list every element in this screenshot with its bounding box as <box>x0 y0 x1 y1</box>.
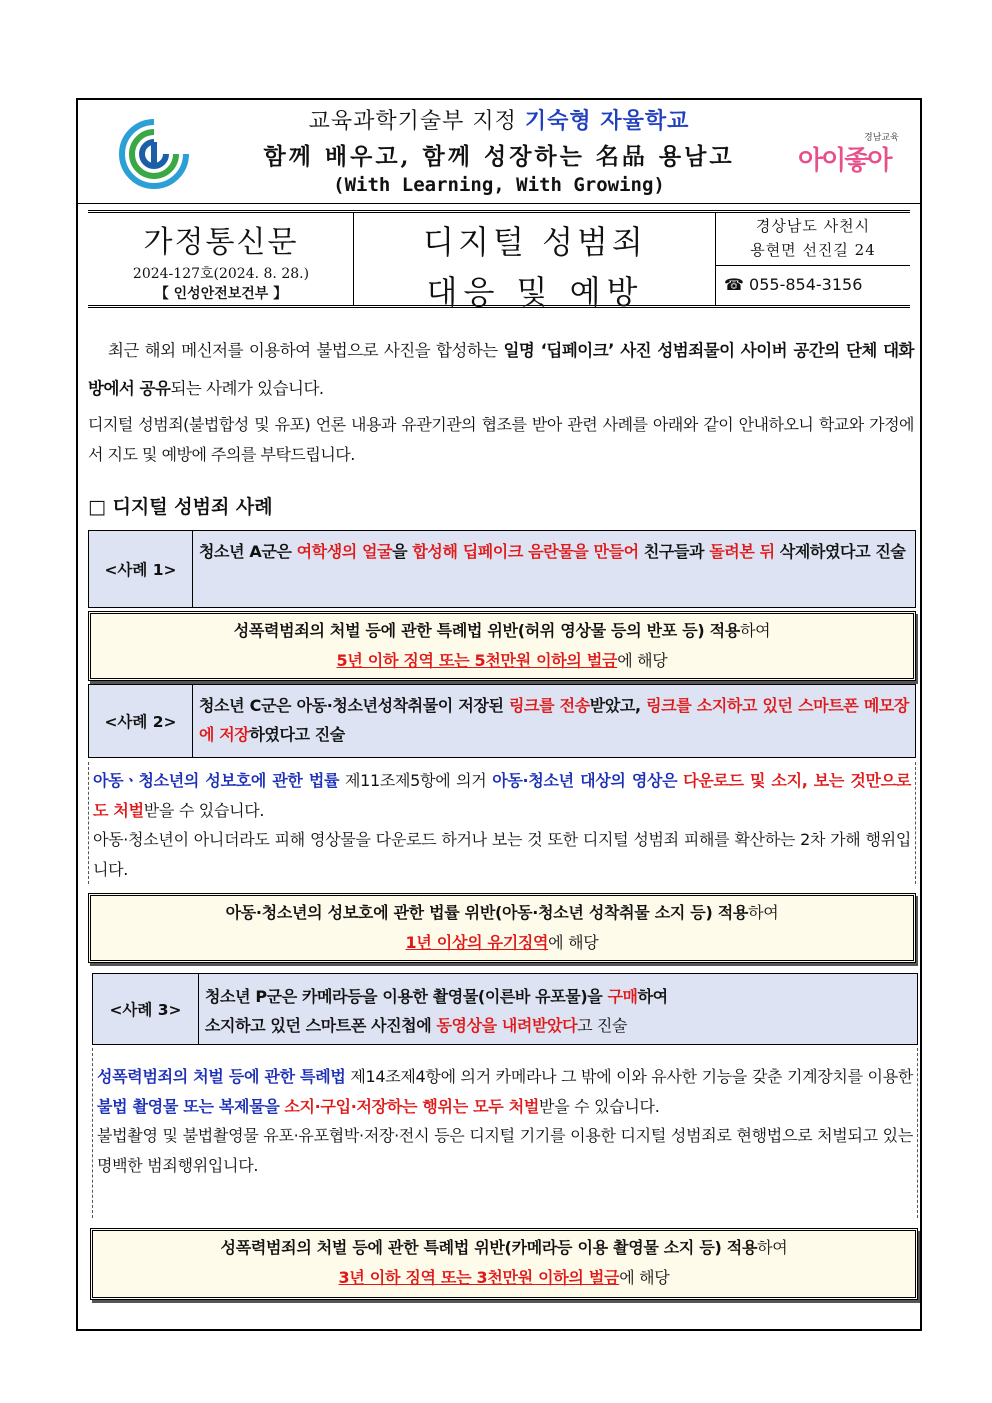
title-line-1: 디지털 성범죄 <box>423 223 647 261</box>
text-red: 구매 <box>607 987 638 1006</box>
text: 아동·청소년이 아니더라도 피해 영상물을 다운로드 하거나 보는 것 또한 디지털 성범죄 피해를 확산하는 2차 가해 행위입니다. <box>93 830 911 879</box>
case-description <box>193 685 915 757</box>
law-line-1 <box>91 616 913 646</box>
school-header <box>78 100 920 204</box>
text-red: 돌려본 뒤 <box>709 542 775 561</box>
intro-paragraph-2: 디지털 성범죄(불법합성 및 유포) 언론 내용과 유관기관의 협조를 받아 관련 사례를 아래와 같이 안내하오니 학교와 가정에서 지도 및 예방에 주의를 부탁드립니다. <box>88 415 914 464</box>
text: 청소년 A군은 <box>199 542 297 561</box>
law-line-2 <box>91 646 913 676</box>
school-slogan: 함께 배우고, 함께 성장하는 名品 용남고 <box>263 143 735 170</box>
penalty: 1년 이상의 유기징역 <box>405 933 549 952</box>
case-description <box>193 531 915 607</box>
text: 하였다고 진술 <box>249 725 345 744</box>
newsletter-title <box>354 213 716 311</box>
text: 하여 <box>637 987 668 1006</box>
case-1 <box>88 530 916 608</box>
school-slogan-english: (With Learning, With Growing) <box>333 174 665 196</box>
text: 에 해당 <box>617 651 668 670</box>
text-red: 링크를 전송 <box>509 696 590 715</box>
text-red: 여학생의 얼굴 <box>296 542 393 561</box>
title-line-2: 대응 및 예방 <box>426 273 644 311</box>
law-name: 성폭력범죄의 처벌 등에 관한 특례법 위반(허위 영상물 등의 반포 등) 적용 <box>233 621 740 640</box>
text: 청소년 P군은 카메라등을 이용한 촬영물(이른바 유포물)을 <box>205 987 608 1006</box>
law-name: 아동ㆍ청소년의 성보호에 관한 법률 <box>93 771 340 790</box>
text: 소지하고 있던 스마트폰 사진첩에 <box>205 1016 437 1035</box>
intro-paragraph-1 <box>88 332 914 408</box>
gyeongnam-education-logo <box>790 128 900 182</box>
law-name: 성폭력범죄의 처벌 등에 관한 특례법 위반(카메라등 이용 촬영물 소지 등) 적용 <box>220 1238 758 1257</box>
text: 에 해당 <box>548 933 599 952</box>
logo-big-text: 아이좋아 <box>798 146 891 176</box>
case-2-explanation <box>88 762 916 884</box>
law-name: 아동·청소년의 성보호에 관한 법률 위반(아동·청소년 성착취물 소지 등) 적용 <box>225 903 749 922</box>
law-line-2 <box>91 928 913 958</box>
text: 청소년 C군은 아동·청소년성착취물이 저장된 <box>199 696 509 715</box>
text: 받을 수 있습니다. <box>143 800 265 820</box>
text: 받았고, <box>589 696 647 715</box>
newsletter-label: 가정통신문 <box>143 225 299 260</box>
law-line-1 <box>93 1233 915 1263</box>
text: 하여 <box>748 903 779 922</box>
text-red: 동영상을 내려받았다 <box>436 1016 578 1035</box>
logo-small-text: 경남교육 <box>864 133 899 143</box>
case-2 <box>88 684 916 758</box>
text: 고 진술 <box>577 1016 628 1035</box>
text: 불법촬영 및 불법촬영물 유포·유포협박·저장·전시 등은 디지털 기기를 이용한 디지털 성범죄로 현행법으로 처벌되고 있는 명백한 범죄행위입니다. <box>97 1126 913 1175</box>
penalty: 5년 이하 징역 또는 5천만원 이하의 벌금 <box>336 651 618 670</box>
text-red: 합성해 딥페이크 음란물을 만들어 <box>412 542 639 561</box>
law-line-1 <box>91 898 913 928</box>
newsletter-page <box>76 98 922 1331</box>
case-3-explanation <box>92 1048 918 1218</box>
law-penalty-box-1 <box>88 611 916 681</box>
address-line-2: 용현면 선진길 24 <box>750 241 876 259</box>
text: 하여 <box>739 621 771 640</box>
contact-info <box>716 213 910 305</box>
text: 친구들과 <box>638 542 710 561</box>
designation-text: 교육과학기술부 지정 <box>308 109 517 134</box>
phone-number <box>724 275 862 294</box>
contact-divider <box>716 265 910 266</box>
law-line-2 <box>93 1263 915 1293</box>
phone-icon: ☎ <box>724 275 744 294</box>
case-label: <사례 2> <box>89 685 193 757</box>
case-description <box>199 974 917 1044</box>
case-3 <box>92 973 918 1045</box>
newsletter-info <box>88 213 354 305</box>
address-line-1: 경상남도 사천시 <box>755 217 871 235</box>
text: 받을 수 있습니다. <box>539 1096 660 1116</box>
law-name: 성폭력범죄의 처벌 등에 관한 특례법 <box>97 1067 346 1086</box>
case-label: <사례 3> <box>93 974 199 1044</box>
law-penalty-box-3 <box>90 1228 918 1300</box>
text-red: 다운로드 및 소지, 보는 것만으로도 처벌 <box>93 771 911 820</box>
text-blue: 불법 촬영물 또는 복제물을 <box>97 1096 280 1116</box>
intro-text: 최근 해외 메신저를 이용하여 불법으로 사진을 합성하는 <box>108 341 504 360</box>
text-red: 링크를 소지하고 있던 스마트폰 메모장에 저장 <box>199 696 909 744</box>
text: 제11조제5항에 의거 <box>339 771 493 790</box>
text: 을 <box>392 542 413 561</box>
text-blue: 아동·청소년 대상의 영상은 <box>492 771 678 790</box>
phone-text: 055-854-3156 <box>749 275 863 294</box>
title-block <box>88 210 910 311</box>
text: 삭제하였다고 진술 <box>774 542 906 561</box>
intro-text-end: 되는 사례가 있습니다. <box>170 379 324 398</box>
department-name: 【 인성안전보건부 】 <box>154 286 288 302</box>
case-label: <사례 1> <box>89 531 193 607</box>
text: 제14조제4항에 의거 카메라나 그 밖에 이와 유사한 기능을 갖춘 기계장치를 이용한 <box>345 1067 914 1086</box>
law-penalty-box-2 <box>88 893 916 963</box>
issue-number: 2024-127호(2024. 8. 28.) <box>132 266 310 282</box>
text-red: 소지·구입·저장하는 행위는 모두 처벌 <box>284 1096 540 1116</box>
designation-highlight: 기숙형 자율학교 <box>524 108 690 134</box>
intro-bold-text: 일명 ‘딥페이크’ 사진 성범죄물이 사이버 공간의 단체 대화방에서 공유 <box>88 341 914 398</box>
text: 하여 <box>757 1238 788 1257</box>
penalty: 3년 이하 징역 또는 3천만원 이하의 벌금 <box>338 1268 620 1287</box>
section-title: □ 디지털 성범죄 사례 <box>88 496 273 518</box>
text: 에 해당 <box>619 1268 670 1287</box>
